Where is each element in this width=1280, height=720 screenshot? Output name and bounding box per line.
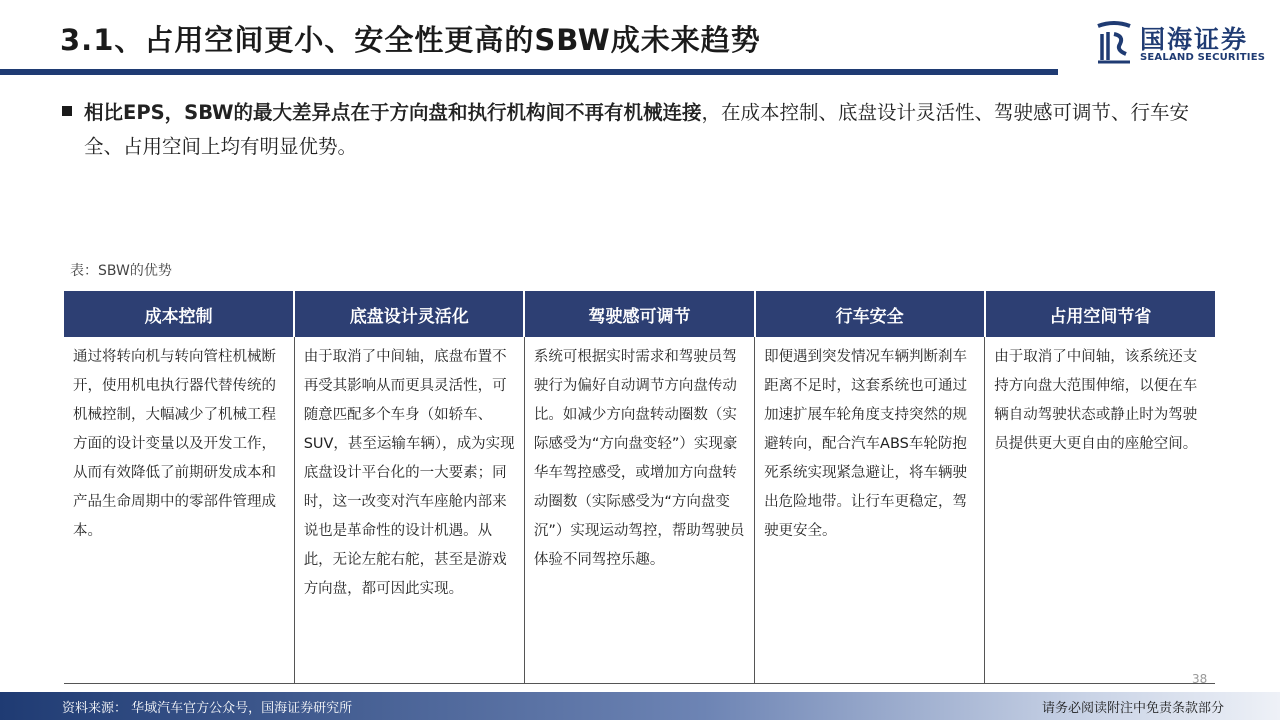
title-underline-bar: [0, 69, 1058, 75]
page-title: 3.1、占用空间更小、安全性更高的SBW成未来趋势: [60, 23, 761, 57]
table-row: [64, 337, 1215, 684]
page-number: 38: [1192, 672, 1208, 686]
lead-paragraph: [84, 96, 1224, 164]
cell-cost-control: 通过将转向机与转向管柱机械断开，使用机电执行器代替传统的机械控制，大幅减少了机械工程方面的设计变量以及开发工作，从而有效降低了前期研发成本和产品生命周期中的零部件管理成本。: [64, 337, 294, 684]
header-adjustable-feel: 驾驶感可调节: [524, 291, 754, 337]
table-caption: 表：SBW的优势: [70, 263, 172, 279]
header-driving-safety: 行车安全: [755, 291, 985, 337]
company-logo: [1094, 20, 1269, 66]
bullet-square-icon: [62, 106, 72, 116]
cell-space-saving: 由于取消了中间轴，该系统还支持方向盘大范围伸缩，以便在车辆自动驾驶状态或静止时为驾驶员提供更大更自由的座舱空间。: [985, 337, 1215, 684]
sbw-advantages-table: [64, 291, 1215, 684]
lead-bold-text: 相比EPS，SBW的最大差异点在于方向盘和执行机构间不再有机械连接: [84, 101, 702, 124]
cell-chassis-flexibility: 由于取消了中间轴，底盘布置不再受其影响从而更具灵活性，可随意匹配多个车身（如轿车、SUV，甚至运输车辆），成为实现底盘设计平台化的一大要素；同时，这一改变对汽车座舱内部来说也是革命性的设计机遇。从此，无论左舵右舵，甚至是游戏方向盘，都可因此实现。: [294, 337, 524, 684]
header-space-saving: 占用空间节省: [985, 291, 1215, 337]
lead-normal-text: ，在成本控制、底盘设计灵活性、驾驶感可调节、行车安全、占用空间上均有明显优势。: [84, 101, 1190, 158]
cell-adjustable-feel: 系统可根据实时需求和驾驶员驾驶行为偏好自动调节方向盘传动比。如减少方向盘转动圈数（实际感受为“方向盘变轻”）实现豪华车驾控感受，或增加方向盘转动圈数（实际感受为“方向盘变沉”）实现运动驾控，帮助驾驶员体验不同驾控乐趣。: [524, 337, 754, 684]
header-cost-control: 成本控制: [64, 291, 294, 337]
sealand-logo-icon: [1094, 20, 1134, 64]
table-header-row: [64, 291, 1215, 337]
cell-driving-safety: 即便遇到突发情况车辆判断刹车距离不足时，这套系统也可通过加速扩展车轮角度支持突然的规避转向，配合汽车ABS车轮防抱死系统实现紧急避让，将车辆驶出危险地带。让行车更稳定，驾驶更安全。: [755, 337, 985, 684]
logo-english-name: SEALAND SECURITIES: [1140, 52, 1266, 63]
header-chassis-flexibility: 底盘设计灵活化: [294, 291, 524, 337]
footer-source: 资料来源： 华域汽车官方公众号，国海证券研究所: [62, 701, 353, 716]
logo-chinese-name: 国海证券: [1140, 25, 1249, 54]
footer-bar: [0, 692, 1280, 720]
footer-disclaimer: 请务必阅读附注中免责条款部分: [1042, 701, 1225, 716]
